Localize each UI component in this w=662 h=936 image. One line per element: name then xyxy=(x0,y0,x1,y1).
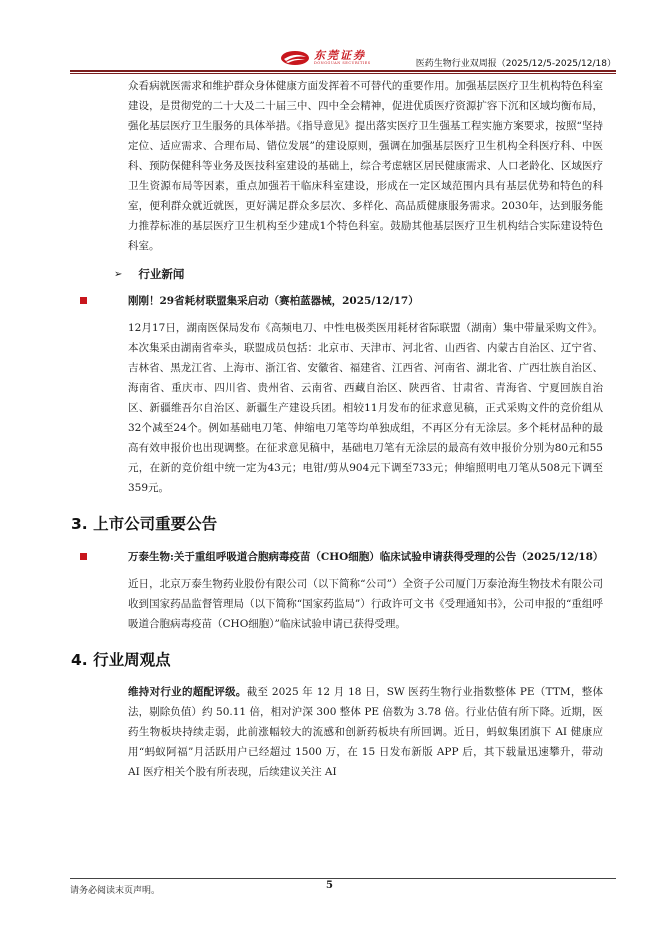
news-item-body: 12月17日，湖南医保局发布《高频电刀、中性电极类医用耗材省际联盟（湖南）集中带量采购文件》。本次集采由湖南省牵头，联盟成员包括：北京市、天津市、河北省、山西省、内蒙古自治区、辽宁省、吉林省、黑龙江省、上海市、浙江省、安徽省、福建省、江西省、河南省、湖北省、广西壮族自治区、海南省、重庆市、四川省、贵州省、云南省、西藏自治区、陕西省、甘肃省、青海省、宁夏回族自治区、新疆维吾尔自治区、新疆生产建设兵团。相较11月发布的征求意见稿，正式采购文件的竞价组从32个减至24个。例如基础电刀笔、伸缩电刀笔等均单独成组，不再区分有无涂层。多个耗材品种的最高有效申报价也出现调整。在征求意见稿中，基础电刀笔有无涂层的最高有效申报价分别为80元和55元，在新的竞价组中统一定为43元；电钳/剪从904元下调至733元；伸缩照明电刀笔从508元下调至359元。 xyxy=(128,322,603,494)
rating-lead: 维持对行业的超配评级。 xyxy=(128,686,247,698)
news-item-title-text: 刚刚！29省耗材联盟集采启动（赛柏蓝器械，2025/12/17） xyxy=(128,295,419,307)
page-number: 5 xyxy=(326,880,333,891)
header-divider xyxy=(70,70,616,72)
company-logo xyxy=(280,50,371,66)
footer-divider xyxy=(70,878,616,879)
logo-emblem-icon xyxy=(280,50,310,66)
footer-disclaimer: 请务必阅读末页声明。 xyxy=(70,886,161,896)
industry-news-heading-text: 行业新闻 xyxy=(138,267,185,281)
red-square-bullet-icon xyxy=(80,553,87,560)
main-content xyxy=(71,76,604,782)
announcement-body: 近日，北京万泰生物药业股份有限公司（以下简称“公司”）全资子公司厦门万泰沧海生物技术有限公司收到国家药品监督管理局（以下简称“国家药监局”）行政许可文书《受理通知书》，公司申报的“重组呼吸道合胞病毒疫苗（CHO细胞）”临床试验申请已获得受理。 xyxy=(128,578,603,630)
red-square-bullet-icon xyxy=(80,297,87,304)
news-item-title xyxy=(128,290,603,312)
logo-cn-text: 东莞证券 xyxy=(314,49,366,62)
header-divider-thin xyxy=(70,73,616,74)
industry-view-text: 截至 2025 年 12 月 18 日，SW 医药生物行业指数整体 PE（TTM，整体法，剔除负值）约 50.11 倍，相对沪深 300 整体 PE 倍数为 3.78 倍。行业估值有所下降。近期，医药生物板块持续走弱，此前涨幅较大的流感和创新药板块有所回调。近日，蚂蚁集团旗下 AI 健康应用“蚂蚁阿福”月活跃用户已经超过 1500 万，在 15 日发布新版 APP 后，其下载量迅速攀升，带动 AI 医疗相关个股有所表现，后续建议关注 AI xyxy=(128,686,604,778)
industry-news-heading xyxy=(114,266,589,282)
logo-en-text: DONGGUAN SECURITIES xyxy=(314,61,371,65)
announcement-title xyxy=(128,546,603,568)
announcement-title-text: 万泰生物:关于重组呼吸道合胞病毒疫苗（CHO细胞）临床试验申请获得受理的公告（2025/12/18） xyxy=(128,551,604,563)
industry-view-paragraph xyxy=(128,682,603,782)
section-4-title: 4. 行业周观点 xyxy=(71,651,171,669)
arrow-bullet-icon: ➢ xyxy=(114,268,123,280)
page-header xyxy=(70,46,616,70)
report-title: 医药生物行业双周报（2025/12/5-2025/12/18） xyxy=(415,59,616,69)
section-3-title: 3. 上市公司重要公告 xyxy=(71,515,218,533)
intro-paragraph: 众看病就医需求和维护群众身体健康方面发挥着不可替代的重要作用。加强基层医疗卫生机构特色科室建设，是贯彻党的二十大及二十届三中、四中全会精神，促进优质医疗资源扩容下沉和区域均衡布局，强化基层医疗卫生服务的具体举措。《指导意见》提出落实医疗卫生强基工程实施方案要求，按照“坚持定位、适应需求、合理布局、错位发展”的建设原则，强调在加强基层医疗卫生机构全科医疗科、中医科、预防保健科等业务及医技科室建设的基础上，综合考虑辖区居民健康需求、人口老龄化、区域医疗卫生资源布局等因素，重点加强若干临床科室建设，形成在一定区域范围内具有基层优势和特色的科室，便利群众就近就医，更好满足群众多层次、多样化、高品质健康服务需求。2030年，达到服务能力推荐标准的基层医疗卫生机构至少建成1个特色科室。鼓励其他基层医疗卫生机构结合实际建设特色科室。 xyxy=(128,80,603,252)
